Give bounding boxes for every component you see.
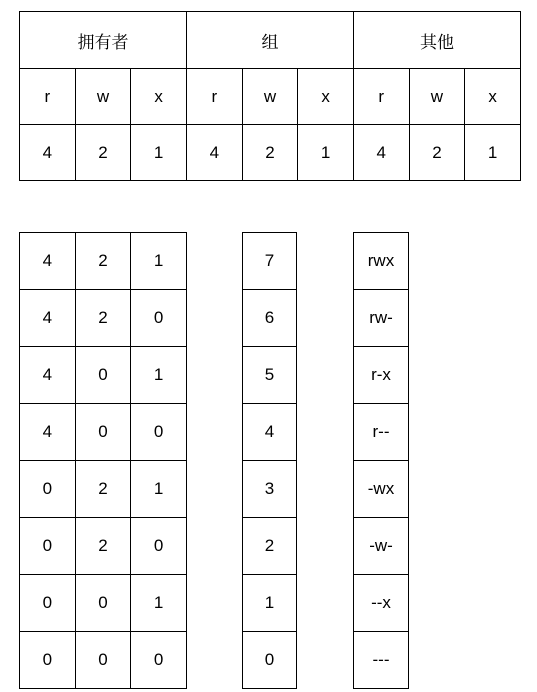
symbolic-value-cell: r-x: [354, 347, 409, 404]
bit-value-cell: 2: [75, 461, 131, 518]
bit-value-cell: 0: [131, 290, 187, 347]
bit-letter-cell: x: [131, 69, 187, 125]
bit-letter-cell: w: [409, 69, 465, 125]
bit-value-cell: 4: [20, 233, 76, 290]
bit-weight-cell: 4: [186, 125, 242, 181]
octal-value-cell: 3: [243, 461, 297, 518]
bit-value-cell: 0: [20, 632, 76, 689]
bit-value-cell: 0: [20, 461, 76, 518]
symbolic-row: [354, 347, 409, 404]
octal-value-cell: 4: [243, 404, 297, 461]
symbolic-value-cell: --x: [354, 575, 409, 632]
octal-row: [243, 290, 297, 347]
bit-values-row: [20, 518, 187, 575]
bit-value-cell: 2: [75, 290, 131, 347]
permission-weights-table: [19, 11, 521, 181]
symbolic-row: [354, 461, 409, 518]
bit-values-row: [20, 290, 187, 347]
bit-values-table: [19, 232, 187, 689]
bit-value-cell: 0: [75, 575, 131, 632]
octal-row: [243, 233, 297, 290]
bit-weight-cell: 2: [409, 125, 465, 181]
bit-value-cell: 0: [75, 632, 131, 689]
bit-value-cell: 0: [75, 347, 131, 404]
symbolic-row: [354, 518, 409, 575]
bit-letter-cell: w: [75, 69, 131, 125]
bit-letter-cell: r: [20, 69, 76, 125]
bit-values-row: [20, 233, 187, 290]
octal-row: [243, 632, 297, 689]
symbolic-value-cell: rw-: [354, 290, 409, 347]
symbolic-value-cell: -w-: [354, 518, 409, 575]
octal-value-cell: 2: [243, 518, 297, 575]
bit-value-cell: 4: [20, 347, 76, 404]
bit-values-row: [20, 575, 187, 632]
bit-weight-cell: 1: [131, 125, 187, 181]
bit-value-cell: 0: [75, 404, 131, 461]
bit-letter-cell: r: [353, 69, 409, 125]
octal-value-cell: 7: [243, 233, 297, 290]
octal-value-cell: 5: [243, 347, 297, 404]
bit-weight-cell: 4: [20, 125, 76, 181]
octal-value-cell: 6: [243, 290, 297, 347]
bit-value-cell: 0: [131, 632, 187, 689]
bit-value-cell: 4: [20, 290, 76, 347]
bit-value-cell: 2: [75, 518, 131, 575]
symbolic-value-cell: rwx: [354, 233, 409, 290]
octal-row: [243, 404, 297, 461]
bit-value-cell: 1: [131, 461, 187, 518]
symbolic-value-cell: ---: [354, 632, 409, 689]
bit-letter-cell: r: [186, 69, 242, 125]
bit-value-cell: 2: [75, 233, 131, 290]
symbolic-row: [354, 290, 409, 347]
bit-letter-cell: x: [465, 69, 521, 125]
symbolic-row: [354, 404, 409, 461]
symbolic-row: [354, 233, 409, 290]
symbolic-row: [354, 632, 409, 689]
bit-weight-cell: 1: [465, 125, 521, 181]
bit-value-cell: 0: [131, 404, 187, 461]
bit-letter-row: [20, 69, 521, 125]
bit-value-cell: 0: [20, 518, 76, 575]
octal-row: [243, 347, 297, 404]
octal-row: [243, 518, 297, 575]
group-header-owner: 拥有者: [20, 12, 187, 69]
bit-weight-cell: 4: [353, 125, 409, 181]
group-header-other: 其他: [353, 12, 520, 69]
bit-value-cell: 0: [131, 518, 187, 575]
group-header-group: 组: [186, 12, 353, 69]
group-header-row: [20, 12, 521, 69]
octal-value-cell: 1: [243, 575, 297, 632]
bit-weight-cell: 2: [242, 125, 298, 181]
bit-letter-cell: w: [242, 69, 298, 125]
symbolic-values-table: [353, 232, 409, 689]
symbolic-row: [354, 575, 409, 632]
bit-letter-cell: x: [298, 69, 354, 125]
symbolic-value-cell: -wx: [354, 461, 409, 518]
bit-values-row: [20, 404, 187, 461]
bit-value-cell: 1: [131, 575, 187, 632]
bit-values-row: [20, 461, 187, 518]
bit-values-row: [20, 632, 187, 689]
bit-value-cell: 0: [20, 575, 76, 632]
bit-value-cell: 1: [131, 233, 187, 290]
bit-weight-cell: 2: [75, 125, 131, 181]
bit-value-cell: 1: [131, 347, 187, 404]
octal-row: [243, 575, 297, 632]
bit-weight-cell: 1: [298, 125, 354, 181]
bit-weight-row: [20, 125, 521, 181]
octal-row: [243, 461, 297, 518]
bit-value-cell: 4: [20, 404, 76, 461]
octal-values-table: [242, 232, 297, 689]
octal-value-cell: 0: [243, 632, 297, 689]
symbolic-value-cell: r--: [354, 404, 409, 461]
bit-values-row: [20, 347, 187, 404]
